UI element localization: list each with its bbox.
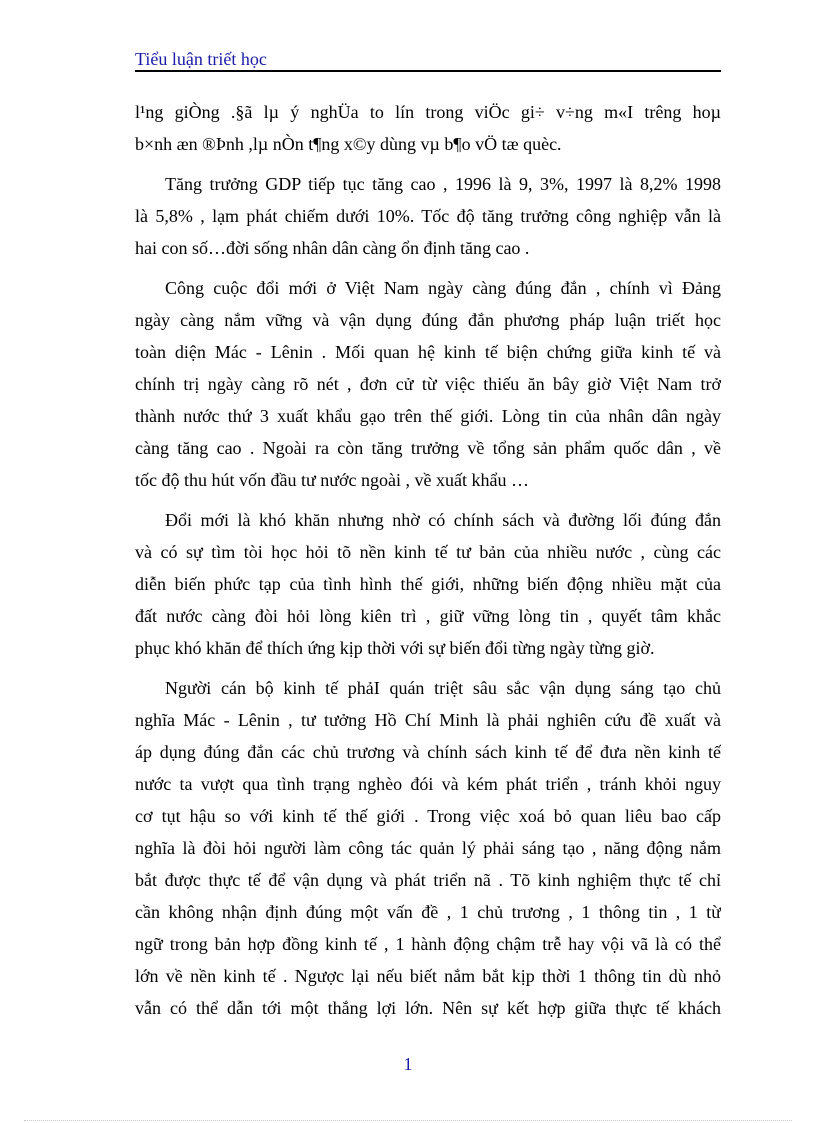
text-line: nghĩa là đòi hỏi người làm công tác quản lý phải sáng tạo , năng động nắm <box>135 838 721 858</box>
text-line: cần không nhận định đúng một vấn đề , 1 chủ trương , 1 thông tin , 1 từ <box>135 902 721 922</box>
text-line: càng tăng cao . Ngoài ra còn tăng trưởng về tổng sản phẩm quốc dân , về <box>135 438 721 458</box>
text-line: lớn về nền kinh tế . Ngược lại nếu biết nắm bắt kịp thời 1 thông tin dù nhỏ <box>135 966 721 986</box>
text-line: ngày càng nắm vững và vận dụng đúng đắn phương pháp luận triết học <box>135 310 721 330</box>
text-line: hai con số…đời sống nhân dân càng ổn định tăng cao . <box>135 238 530 258</box>
text-line: diễn biến phức tạp của tình hình thế giới, những biến động nhiều mặt của <box>135 574 721 594</box>
text-line: áp dụng đúng đắn các chủ trương và chính sách kinh tế để đưa nền kinh tế <box>135 742 721 762</box>
text-line: tốc độ thu hút vốn đầu tư nước ngoài , về xuất khẩu … <box>135 470 529 490</box>
page-header <box>135 48 721 72</box>
paragraph-5 <box>135 672 721 1024</box>
text-line: là 5,8% , lạm phát chiếm dưới 10%. Tốc độ tăng trưởng công nghiệp vẫn là <box>135 206 721 226</box>
text-line: Đổi mới là khó khăn nhưng nhờ có chính sách và đường lối đúng đắn <box>165 510 721 530</box>
text-line: nghĩa Mác - Lênin , tư tưởng Hồ Chí Minh là phải nghiên cứu đề xuất và <box>135 710 721 730</box>
text-line: đất nước càng đòi hỏi lòng kiên trì , giữ vững lòng tin , quyết tâm khắc <box>135 606 721 626</box>
paragraph-3 <box>135 272 721 496</box>
text-line: vẫn có thể dẫn tới một thắng lợi lớn. Nên sự kết hợp giữa thực tế khách <box>135 998 721 1018</box>
text-line: toàn diện Mác - Lênin . Mối quan hệ kinh tế biện chứng giữa kinh tế và <box>135 342 721 362</box>
text-line: Người cán bộ kinh tế phảI quán triệt sâu sắc vận dụng sáng tạo chủ <box>165 678 721 698</box>
paragraph-1 <box>135 96 721 160</box>
text-line: nước ta vượt qua tình trạng nghèo đói và kém phát triển , tránh khỏi nguy <box>135 774 721 794</box>
page-number: 1 <box>403 1054 413 1074</box>
header-title: Tiểu luận triết học <box>135 49 267 69</box>
page-bottom-edge <box>24 1120 792 1121</box>
text-line: l¹ng giÒng .§ã lµ ý nghÜa to lín trong viÖc gi÷ v÷ng m«I trêng hoµ <box>135 102 721 122</box>
paragraph-2 <box>135 168 721 264</box>
text-line: cơ tụt hậu so với kinh tế thế giới . Trong việc xoá bỏ quan liêu bao cấp <box>135 806 721 826</box>
text-line: b×nh æn ®Þnh ,lµ nÒn t¶ng x©y dùng vµ b¶o vÖ tæ quèc. <box>135 134 562 154</box>
text-line: bắt được thực tế để vận dụng và phát triển nã . Tõ kinh nghiệm thực tế chỉ <box>135 870 721 890</box>
text-line: Tăng trưởng GDP tiếp tục tăng cao , 1996 là 9, 3%, 1997 là 8,2% 1998 <box>165 174 721 194</box>
text-line: chính trị ngày càng rõ nét , đơn cử từ việc thiếu ăn bây giờ Việt Nam trở <box>135 374 721 394</box>
text-line: Công cuộc đổi mới ở Việt Nam ngày càng đúng đắn , chính vì Đảng <box>165 278 721 298</box>
text-line: thành nước thứ 3 xuất khẩu gạo trên thế giới. Lòng tin của nhân dân ngày <box>135 406 721 426</box>
text-line: ngữ trong bản hợp đồng kinh tế , 1 hành động chậm trễ hay vội vã là có thể <box>135 934 721 954</box>
document-body <box>135 96 721 1032</box>
text-line: phục khó khăn để thích ứng kịp thời với sự biến đổi từng ngày từng giờ. <box>135 638 655 658</box>
text-line: và có sự tìm tòi học hỏi tõ nền kinh tế tư bản của nhiều nước , cùng các <box>135 542 721 562</box>
paragraph-4 <box>135 504 721 664</box>
